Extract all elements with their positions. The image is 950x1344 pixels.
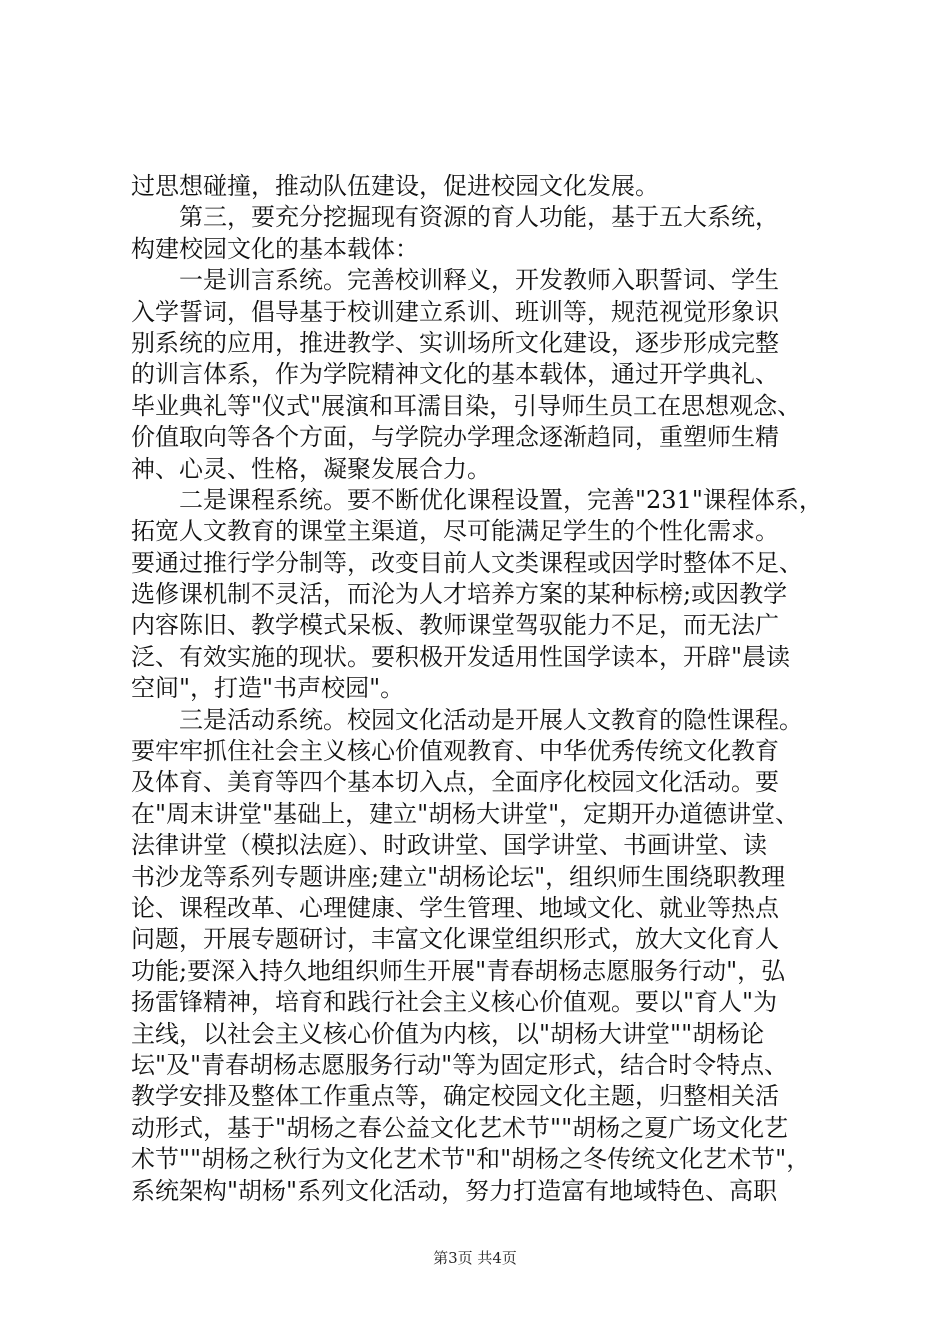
body-text — [131, 171, 851, 1207]
text-line: 扬雷锋精神，培育和践行社会主义核心价值观。要以"育人"为 — [131, 988, 778, 1017]
text-line: 二是课程系统。要不断优化课程设置，完善"231"课程体系， — [179, 485, 823, 514]
text-line: 别系统的应用，推进教学、实训场所文化建设，逐步形成完整 — [131, 328, 779, 357]
text-line: 一是训言系统。完善校训释义，开发教师入职誓词、学生 — [179, 266, 779, 295]
text-line: 教学安排及整体工作重点等，确定校园文化主题，归整相关活 — [131, 1082, 779, 1111]
text-line: 神、心灵、性格，凝聚发展合力。 — [131, 454, 491, 483]
text-line: 过思想碰撞，推动队伍建设，促进校园文化发展。 — [131, 172, 659, 200]
text-line: 书沙龙等系列专题讲座;建立"胡杨论坛"，组织师生围绕职教理 — [131, 862, 786, 891]
text-line: 入学誓词，倡导基于校训建立系训、班训等，规范视觉形象识 — [131, 297, 779, 326]
text-line: 毕业典礼等"仪式"展演和耳濡目染，引导师生员工在思想观念、 — [131, 391, 802, 420]
text-line: 第三，要充分挖掘现有资源的育人功能，基于五大系统， — [179, 203, 779, 232]
text-line: 主线，以社会主义核心价值为内核，以"胡杨大讲堂""胡杨论 — [131, 1019, 765, 1048]
text-line: 空间"，打造"书声校园"。 — [131, 674, 405, 703]
text-line: 的训言体系，作为学院精神文化的基本载体，通过开学典礼、 — [131, 360, 779, 389]
text-line: 在"周末讲堂"基础上，建立"胡杨大讲堂"，定期开办道德讲堂、 — [131, 799, 800, 828]
text-line: 及体育、美育等四个基本切入点，全面序化校园文化活动。要 — [131, 768, 779, 797]
text-line: 泛、有效实施的现状。要积极开发适用性国学读本，开辟"晨读 — [131, 642, 791, 671]
text-line: 构建校园文化的基本载体： — [131, 234, 419, 263]
page-number-label: 第3页 共4页 — [433, 1249, 517, 1267]
text-line: 坛"及"青春胡杨志愿服务行动"等为固定形式，结合时令特点、 — [131, 1050, 789, 1079]
text-line: 拓宽人文教育的课堂主渠道，尽可能满足学生的个性化需求。 — [131, 517, 779, 546]
text-line: 内容陈旧、教学模式呆板、教师课堂驾驭能力不足，而无法广 — [131, 611, 779, 640]
text-line: 论、课程改革、心理健康、学生管理、地域文化、就业等热点 — [131, 893, 779, 922]
text-line: 要牢牢抓住社会主义核心价值观教育、中华优秀传统文化教育 — [131, 737, 779, 766]
text-line: 系统架构"胡杨"系列文化活动，努力打造富有地域特色、高职 — [131, 1176, 778, 1205]
text-line: 要通过推行学分制等，改变目前人文类课程或因学时整体不足、 — [131, 548, 803, 577]
text-line: 选修课机制不灵活，而沦为人才培养方案的某种标榜;或因教学 — [131, 580, 788, 609]
page-footer — [0, 1248, 950, 1268]
text-line: 问题，开展专题研讨，丰富文化课堂组织形式，放大文化育人 — [131, 925, 779, 954]
text-line: 功能;要深入持久地组织师生开展"青春胡杨志愿服务行动"，弘 — [131, 956, 786, 985]
text-line: 动形式，基于"胡杨之春公益文化艺术节""胡杨之夏广场文化艺 — [131, 1113, 789, 1142]
text-line: 价值取向等各个方面，与学院办学理念逐渐趋同，重塑师生精 — [131, 423, 779, 452]
text-line: 法律讲堂（模拟法庭）、时政讲堂、国学讲堂、书画讲堂、读 — [131, 831, 767, 860]
text-line: 三是活动系统。校园文化活动是开展人文教育的隐性课程。 — [179, 705, 803, 734]
text-line: 术节""胡杨之秋行为文化艺术节"和"胡杨之冬传统文化艺术节"， — [131, 1145, 811, 1174]
